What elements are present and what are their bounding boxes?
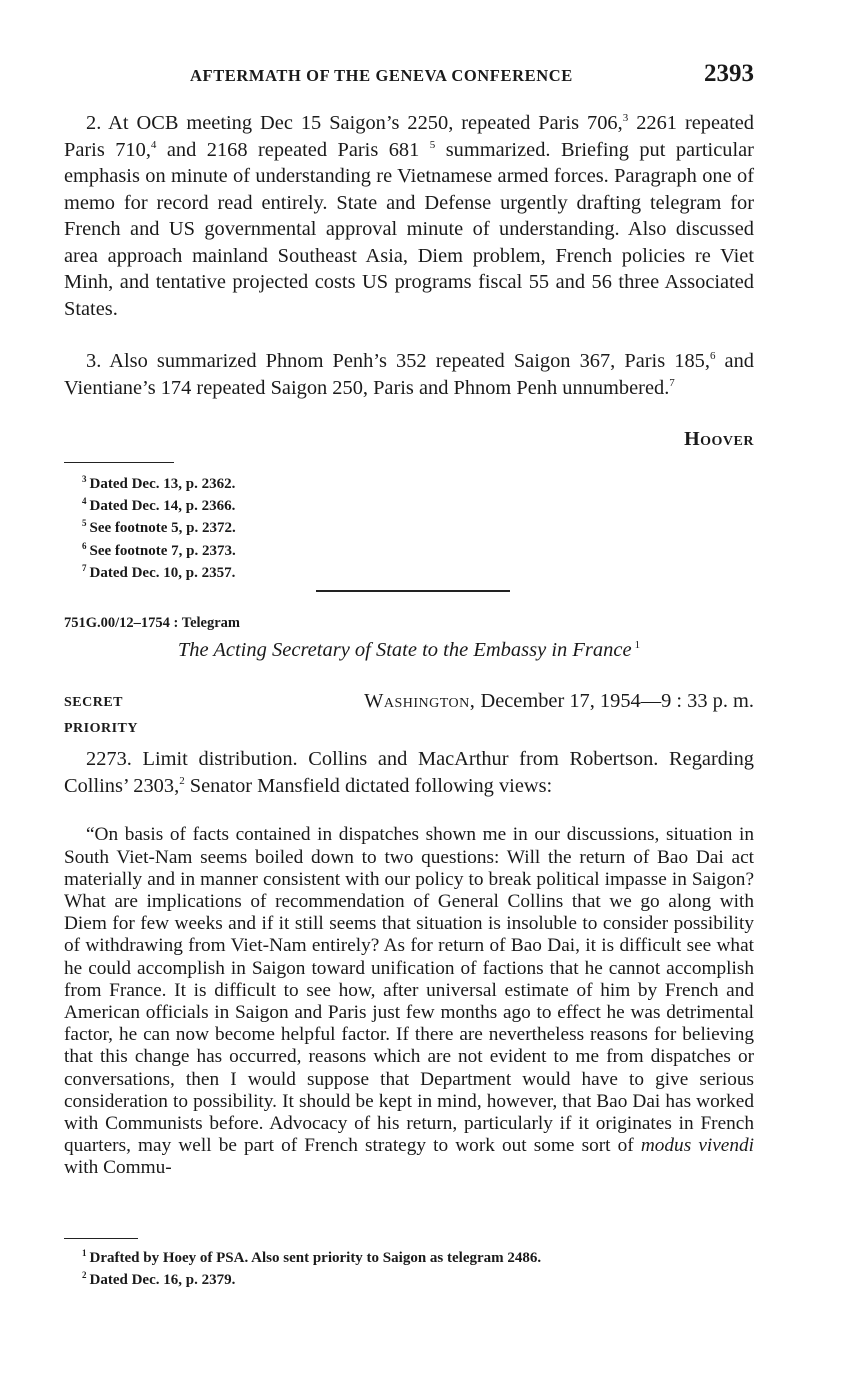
footnote-ref-4[interactable]: 4 <box>150 138 157 151</box>
footnote-ref-1[interactable]: 1 <box>634 639 641 652</box>
footnote: $^3$ Dated Dec. 13, p. 2362. <box>82 474 236 492</box>
running-title: AFTERMATH OF THE GENEVA CONFERENCE <box>190 66 573 85</box>
running-head <box>64 60 754 94</box>
file-reference: 751G.00/12–1754 : Telegram <box>64 615 241 631</box>
footnote: $^1$ Drafted by Hoey of PSA. Also sent priority to Saigon as telegram 2486. <box>82 1248 542 1266</box>
footnote-divider <box>64 462 174 463</box>
footnotes-previous <box>82 471 236 582</box>
signature: Hoover <box>684 428 754 450</box>
paragraph-3: 3. Also summarized Phnom Penh’s 352 repeated Saigon 367, Paris 185,$^6$ and Vientiane’s 174 repeated Saigon 250, Paris and Phnom Penh unnumbered.$^7$ <box>64 350 754 399</box>
paragraph-2: 2. At OCB meeting Dec 15 Saigon’s 2250, repeated Paris 706,$^3$ 2261 repeated Paris 710,$^4$ and 2168 repeated Paris 681 $^5$ summarized. Briefing put particular emphasis on minute of understanding re Vietnamese armed forces. Paragraph one of memo for record read entirely. State and Defense urgently drafting telegram for French and US governmental approval minute of understanding. Also discussed area approach mainland Southeast Asia, Diem problem, French policies re Viet Minh, and tentative projected costs US programs fiscal 55 and 56 three Associated States. <box>64 112 754 320</box>
classification-label: SECRET <box>64 695 124 710</box>
footnote: $^6$ See footnote 7, p. 2373. <box>82 540 236 559</box>
footnote: $^2$ Dated Dec. 16, p. 2379. <box>82 1270 236 1289</box>
footnote-ref-7[interactable]: 7 <box>669 376 675 389</box>
precedence-label: PRIORITY <box>64 721 139 736</box>
footnote: $^5$ See footnote 5, p. 2372. <box>82 518 236 537</box>
footnote-ref-6[interactable]: 6 <box>709 350 716 363</box>
page-number: 2393 <box>704 60 754 87</box>
footnotes-document <box>82 1245 541 1289</box>
section-divider <box>316 590 510 592</box>
footnote-ref-3[interactable]: 3 <box>622 112 629 125</box>
footnote-ref-2[interactable]: 2 <box>179 774 185 787</box>
telegram-body: 2273. Limit distribution. Collins and MacArthur from Robertson. Regarding Collins’ 2303,$^2$ Senator Mansfield dictated following views: <box>64 748 754 797</box>
quoted-views: “On basis of facts contained in dispatches shown me in our discussions, situation in South Viet-Nam seems boiled down to two questions: Will the return of Bao Dai act materially and in manner consistent with our policy to break political impasse in Saigon? What are implications of recommendation of General Collins that we go along with Diem for few weeks and if it still seems that situation is insoluble to consider possibility of withdrawing from Viet-Nam entirely? As for return of Bao Dai, it is difficult see what he could accomplish in Saigon toward unification of factions that he cannot accomplish from France. It is difficult to see how, after universal estimate of him by French and American officials in Saigon and Paris just few months ago to effect he was detrimental factor, he can now become helpful factor. If there are nevertheless reasons for believing that this change has occurred, reasons which are not evident to me from dispatches or conversations, then I would suppose that Department would have to give serious consideration to possibility. It should be kept in mind, however, that Bao Dai has worked with Communists before. Advocacy of his return, particularly if it originates in French quarters, may well be part of French strategy to work out some sort of modus vivendi with Commu- <box>64 824 754 1179</box>
footnote: $^4$ Dated Dec. 14, p. 2366. <box>82 496 236 515</box>
footnote: $^7$ Dated Dec. 10, p. 2357. <box>82 562 236 581</box>
footnote-ref-5[interactable]: 5 <box>429 138 436 151</box>
document-title: The Acting Secretary of State to the Embassy in France $^1$ <box>177 639 641 661</box>
footnote-divider <box>64 1238 138 1239</box>
dateline: Washington, December 17, 1954—9 : 33 p. m. <box>364 690 754 712</box>
